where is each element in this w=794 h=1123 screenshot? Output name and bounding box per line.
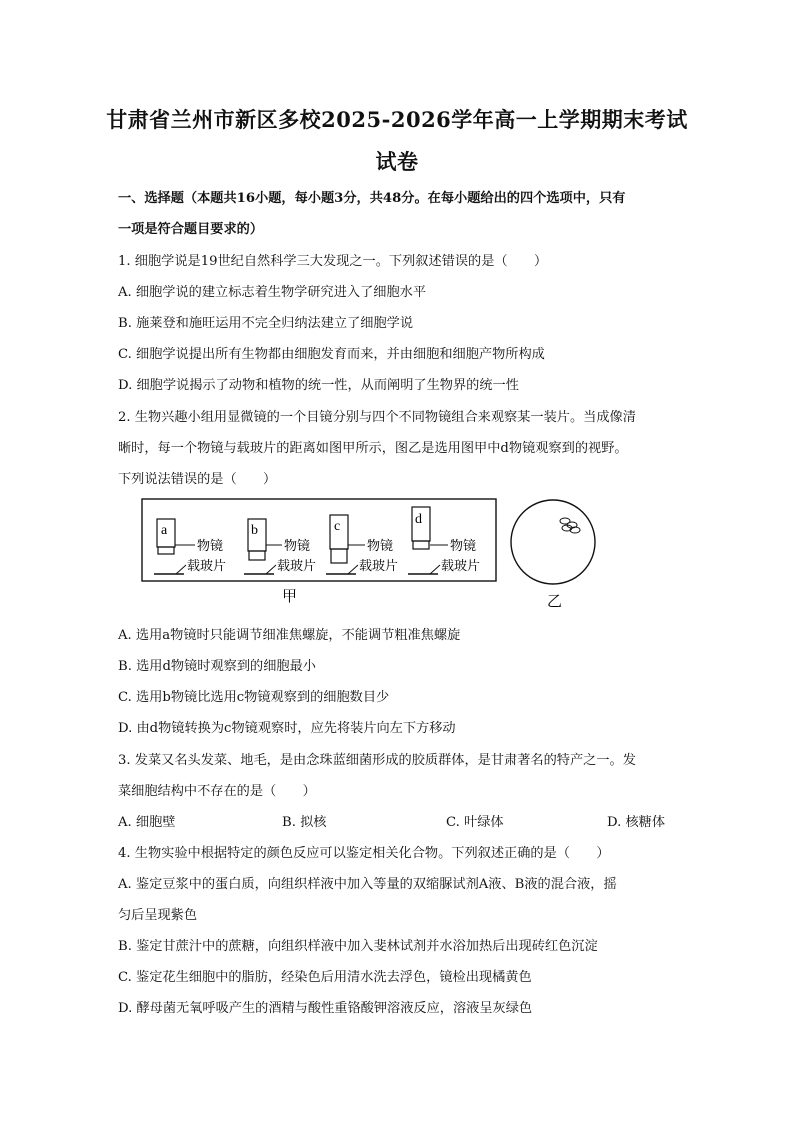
objective-label: 物镜 [284, 539, 311, 554]
objective-lens-b [244, 519, 316, 574]
lens-letter-a: a [161, 523, 168, 538]
lens-letter-b: b [251, 523, 258, 538]
objective-lens-d [408, 507, 480, 574]
q4-option-c: C. 鉴定花生细胞中的脂肪，经染色后用清水洗去浮色，镜检出现橘黄色 [118, 970, 532, 985]
q3-option-a: A. 细胞壁 [118, 815, 176, 830]
slide-label: 载玻片 [441, 559, 481, 574]
q2-option-d: D. 由d物镜转换为c物镜观察时，应先将装片向左下方移动 [118, 721, 456, 736]
microscope-figure [140, 497, 610, 612]
slide-label: 载玻片 [187, 559, 227, 574]
q3-stem-2: 菜细胞结构中不存在的是（ ） [118, 784, 316, 799]
q4-option-b: B. 鉴定甘蔗汁中的蔗糖，向组织样液中加入斐林试剂并水浴加热后出现砖红色沉淀 [118, 939, 598, 954]
section-heading: 一、选择题（本题共16小题，每小题3分，共48分。在每小题给出的四个选项中，只有 [118, 191, 626, 206]
figure-caption-jia: 甲 [282, 587, 298, 605]
objective-label: 物镜 [367, 539, 394, 554]
objective-label: 物镜 [450, 539, 477, 554]
slide-label: 载玻片 [277, 559, 317, 574]
slide-label: 载玻片 [359, 559, 399, 574]
q2-stem-1: 2. 生物兴趣小组用显微镜的一个目镜分别与四个不同物镜组合来观察某一装片。当成像清 [118, 410, 636, 425]
objective-lens-a [154, 519, 226, 574]
objective-label: 物镜 [197, 539, 224, 554]
section-heading-cont: 一项是符合题目要求的） [118, 222, 264, 237]
q2-option-c: C. 选用b物镜比选用c物镜观察到的细胞数目少 [118, 690, 390, 705]
q4-option-d: D. 酵母菌无氧呼吸产生的酒精与酸性重铬酸钾溶液反应，溶液呈灰绿色 [118, 1001, 533, 1016]
lens-letter-c: c [334, 519, 341, 534]
objective-lens-c [326, 515, 398, 574]
q1-option-d: D. 细胞学说揭示了动物和植物的统一性，从而阐明了生物界的统一性 [118, 378, 519, 393]
lens-letter-d: d [415, 512, 422, 527]
q4-option-a-1: A. 鉴定豆浆中的蛋白质，向组织样液中加入等量的双缩脲试剂A液、B液的混合液，摇 [118, 877, 617, 892]
figure-yi-field-of-view [511, 500, 595, 584]
q1-stem: 1. 细胞学说是19世纪自然科学三大发现之一。下列叙述错误的是（ ） [118, 254, 548, 269]
q3-option-b: B. 拟核 [282, 815, 327, 830]
q2-option-b: B. 选用d物镜时观察到的细胞最小 [118, 659, 316, 674]
exam-title-line-1: 甘肃省兰州市新区多校2025-2026学年高一上学期期末考试 [106, 107, 688, 132]
q2-option-a: A. 选用a物镜时只能调节细准焦螺旋，不能调节粗准焦螺旋 [118, 628, 461, 643]
q4-stem: 4. 生物实验中根据特定的颜色反应可以鉴定相关化合物。下列叙述正确的是（ ） [118, 846, 610, 861]
figure-caption-yi: 乙 [547, 592, 563, 610]
q1-option-b: B. 施莱登和施旺运用不完全归纳法建立了细胞学说 [118, 316, 414, 331]
exam-title-line-2: 试卷 [375, 149, 419, 174]
q3-stem-1: 3. 发菜又名头发菜、地毛，是由念珠蓝细菌形成的胶质群体，是甘肃著名的特产之一。发 [118, 753, 636, 768]
q2-stem-2: 晰时，每一个物镜与载玻片的距离如图甲所示，图乙是选用图甲中d物镜观察到的视野。 [118, 441, 628, 456]
q1-option-a: A. 细胞学说的建立标志着生物学研究进入了细胞水平 [118, 285, 427, 300]
q2-stem-3: 下列说法错误的是（ ） [118, 472, 277, 487]
q1-option-c: C. 细胞学说提出所有生物都由细胞发育而来，并由细胞和细胞产物所构成 [118, 347, 545, 362]
q4-option-a-2: 匀后呈现紫色 [118, 908, 198, 923]
q3-option-d: D. 核糖体 [607, 815, 666, 830]
q3-option-c: C. 叶绿体 [446, 815, 504, 830]
